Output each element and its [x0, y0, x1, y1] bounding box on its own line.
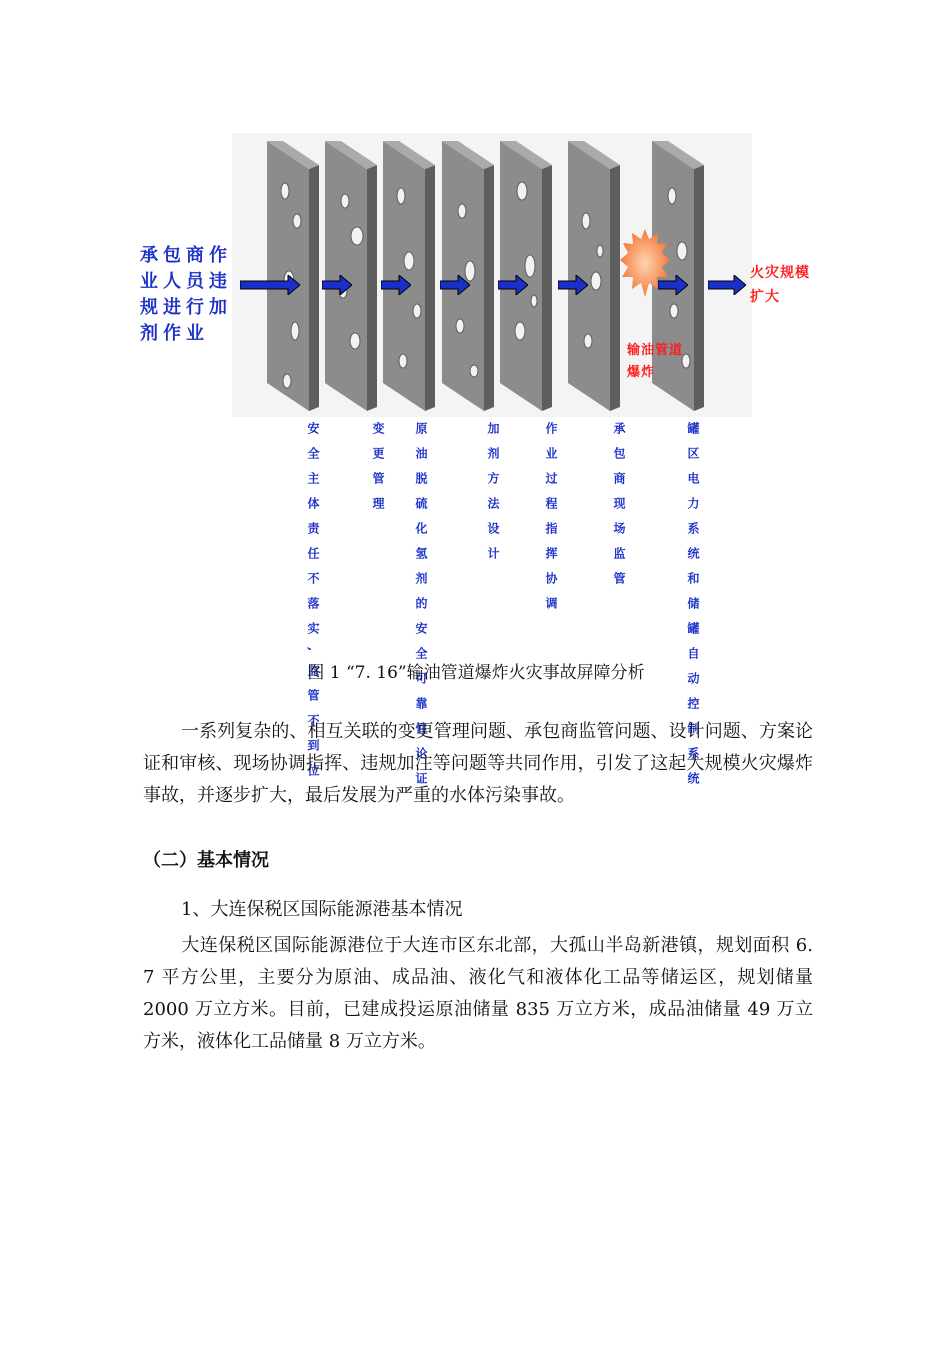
subheading-text: 1、大连保税区国际能源港基本情况 [181, 899, 463, 920]
paragraph-1 [143, 716, 813, 812]
subheading [143, 894, 813, 926]
section-heading: （二）基本情况 [143, 850, 269, 871]
flow-arrow [498, 275, 528, 299]
flow-arrow [708, 275, 746, 299]
barrier-label: 变更管理 [371, 422, 385, 522]
paragraph-2-text: 大连保税区国际能源港位于大连市区东北部，大孤山半岛新港镇，规划面积 6. 7 平方公里，主要分为原油、成品油、液化气和液体化工品等储运区，规划储量 2000 万立方米。目前，已建成投运原油储量 835 万立方米，成品油储量 49 万立方米，液体化工品储量 8 万立方米。 [143, 935, 813, 1052]
paragraph-1-text: 一系列复杂的、相互关联的变更管理问题、承包商监管问题、设计问题、方案论证和审核、现场协调指挥、违规加注等问题等共同作用，引发了这起大规模火灾爆炸事故，并逐步扩大，最后发展为严重的水体污染事故。 [143, 721, 813, 806]
barrier-label: 承包商现场监管 [612, 422, 626, 597]
flow-arrow [322, 275, 352, 299]
barrier-label: 罐区电力系统和储罐自动控制系统 [686, 422, 700, 797]
flow-arrow [558, 275, 588, 299]
flow-arrow [440, 275, 470, 299]
barrier-label: 安全主体责任不落实,监管不到位 [306, 422, 320, 790]
initiating-event-label: 承包商作业人员违规进行加剂作业 [140, 245, 232, 344]
flow-arrow [381, 275, 411, 299]
paragraph-2 [143, 930, 813, 1058]
explosion-burst [620, 227, 670, 303]
barrier-label: 加剂方法设计 [486, 422, 500, 572]
consequence-label: 火灾规模扩大 [750, 265, 810, 305]
figure-caption: 图 1 “7. 16”输油管道爆炸火灾事故屏障分析 [307, 663, 645, 683]
barrier-label: 作业过程指挥协调 [544, 422, 558, 622]
barrier-label: 原油脱硫化氢剂的安全可靠性论证 [414, 422, 428, 797]
explosion-label: 输油管道爆炸 [627, 343, 684, 380]
